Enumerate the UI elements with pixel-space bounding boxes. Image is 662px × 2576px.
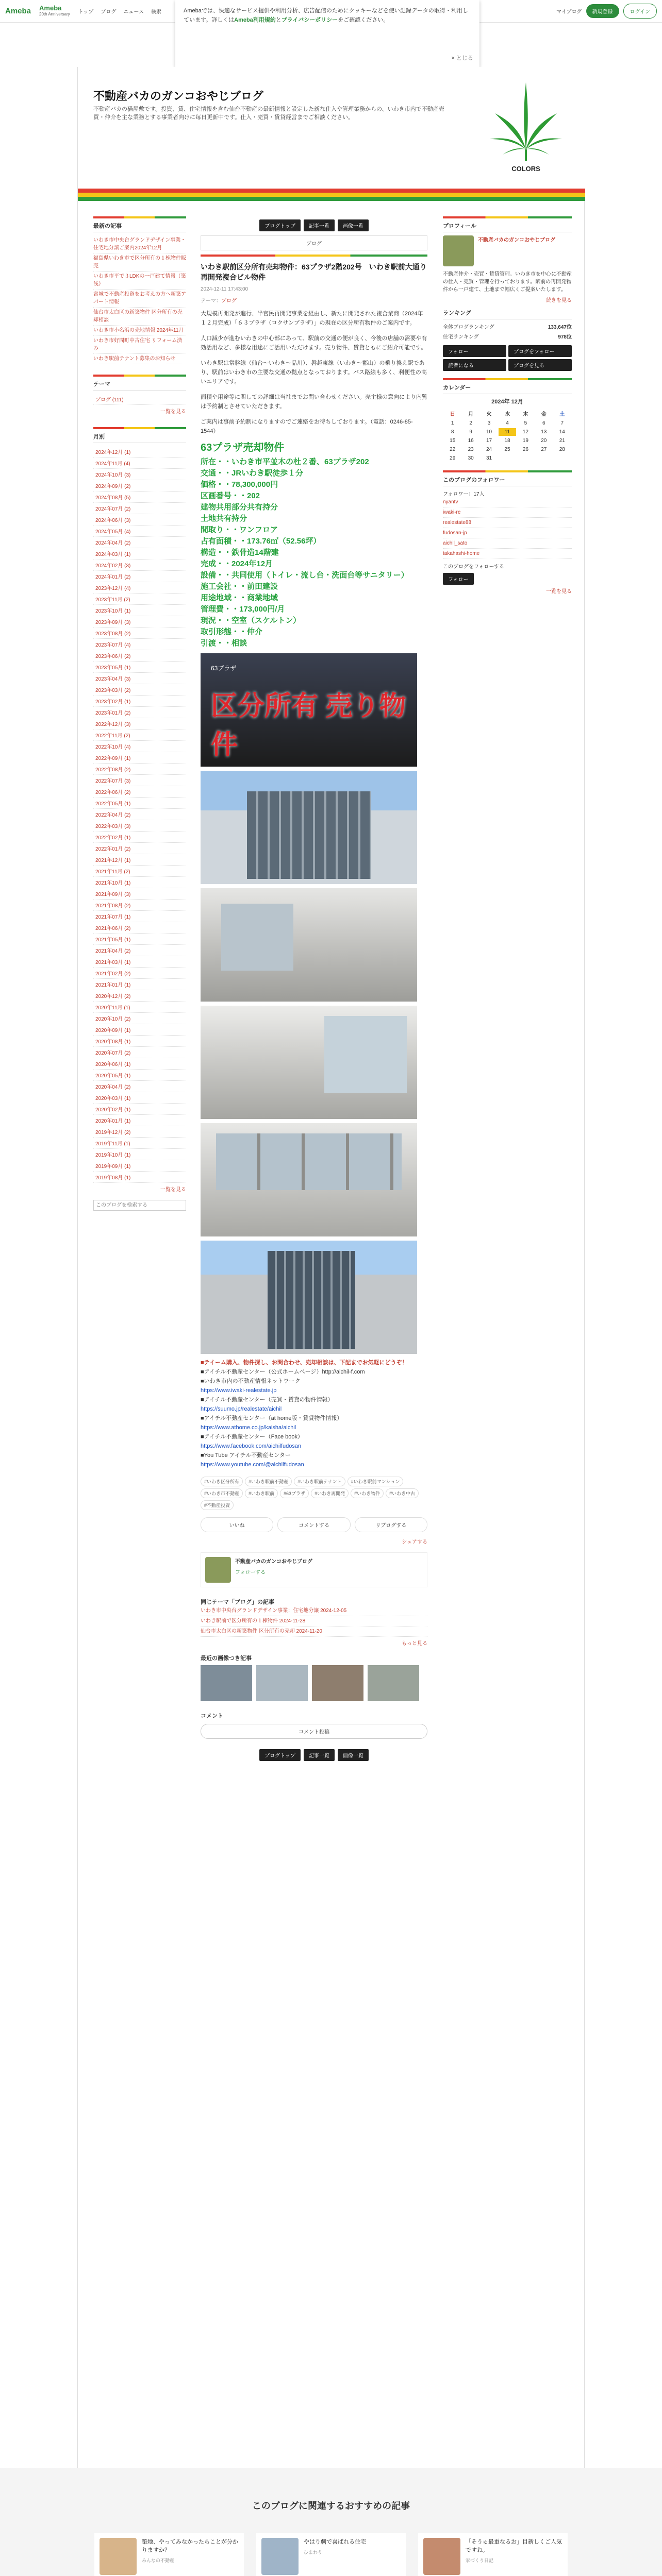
share-link[interactable]: シェアする: [402, 1539, 427, 1545]
contact-link: ■You Tube アイチル不動産センター: [201, 1452, 291, 1459]
archive-item[interactable]: 2023年05月 (1): [93, 662, 186, 673]
recommend-author: ひまわり: [304, 2550, 323, 2555]
archive-item[interactable]: 2021年04月 (2): [93, 945, 186, 956]
archive-item[interactable]: 2021年05月 (1): [93, 934, 186, 945]
spec-line: 構造・・鉄骨造14階建: [201, 548, 279, 557]
follower-item[interactable]: iwaki-re: [443, 507, 572, 518]
blog-follow-button[interactable]: ブログをフォロー: [508, 345, 572, 357]
author-avatar[interactable]: [205, 1557, 231, 1583]
recent-post-item[interactable]: 福島県いわき市で区分所有の１棟物件販売: [93, 253, 186, 272]
calendar-day: 5: [524, 420, 527, 426]
calendar-day: 14: [559, 429, 565, 435]
privacy-link[interactable]: プライバシーポリシー: [281, 17, 338, 23]
archive-item[interactable]: 2024年05月 (4): [93, 526, 186, 537]
rank-row-all: 全体ブログランキング 133,647位: [443, 325, 572, 330]
hashtag[interactable]: #いわき市不動産: [201, 1488, 243, 1498]
calendar-weekday: 日: [450, 412, 455, 417]
building-exterior-photo[interactable]: [201, 771, 417, 884]
property-spec: [201, 442, 427, 649]
calendar-day: 17: [486, 438, 492, 444]
calendar-day: 3: [487, 420, 491, 426]
followers-heading: このブログのフォロワー: [443, 472, 572, 486]
calendar-day: 29: [450, 455, 456, 461]
spec-line: 土地共有持分: [201, 514, 247, 523]
main-column: [201, 216, 427, 1764]
theme-list: [93, 394, 186, 405]
archive-item[interactable]: 2020年01月 (1): [93, 1115, 186, 1126]
recommend-card[interactable]: [418, 2533, 568, 2576]
spec-line: 用途地域・・商業地域: [201, 594, 278, 602]
theme-link[interactable]: ブログ: [201, 235, 427, 250]
calendar-day: 30: [468, 455, 474, 461]
calendar-day: 7: [560, 420, 564, 426]
archive-item[interactable]: 2020年03月 (1): [93, 1092, 186, 1104]
calendar-month: 2024年 12月: [491, 399, 523, 405]
post-list-button[interactable]: 記事一覧: [304, 1749, 335, 1761]
archive-item[interactable]: 2024年01月 (2): [93, 571, 186, 582]
blog-nav-buttons: [201, 219, 427, 231]
archive-item[interactable]: 2023年07月 (4): [93, 639, 186, 650]
archive-item[interactable]: 2019年10月 (1): [93, 1149, 186, 1160]
hashtag-list: [201, 1477, 427, 1510]
author-name[interactable]: 不動産バカのガンコおやじブログ: [235, 1559, 312, 1565]
archive-item[interactable]: 2020年12月 (2): [93, 990, 186, 1002]
comment-post-button[interactable]: コメント投稿: [201, 1724, 427, 1739]
nav-news[interactable]: ニュース: [123, 9, 144, 15]
spec-line: 設備・・共同使用（トイレ・流し台・洗面台等サニタリー）: [201, 571, 409, 580]
calendar-day: 28: [559, 447, 565, 452]
bottom-nav-buttons: [201, 1749, 427, 1761]
interior-photo-1[interactable]: [201, 888, 417, 1002]
recent-posts-heading: 最新の記事: [93, 218, 186, 232]
post-theme: テーマ：ブログ: [201, 298, 237, 304]
calendar-day: 20: [541, 438, 547, 444]
archive-item[interactable]: 2019年08月 (1): [93, 1172, 186, 1183]
recent-images-heading: 最近の画像つき記事: [201, 1655, 252, 1662]
recent-post-item[interactable]: 宮城で不動産投資をお考えの方へ新築アパート情報: [93, 290, 186, 308]
follow-button-2[interactable]: フォロー: [443, 573, 474, 585]
post-list-button[interactable]: 記事一覧: [304, 219, 335, 231]
reaction-buttons: [201, 1517, 427, 1532]
follower-item[interactable]: nyantv: [443, 497, 572, 507]
global-nav: [78, 7, 161, 15]
archive-item[interactable]: 2020年06月 (1): [93, 1058, 186, 1070]
recent-image-thumb[interactable]: [201, 1665, 252, 1701]
hashtag[interactable]: #いわき駅前マンション: [347, 1477, 404, 1486]
calendar-weekday: 金: [541, 412, 547, 417]
spec-line: 区画番号・・202: [201, 492, 260, 500]
archive-item[interactable]: 2021年03月 (1): [93, 956, 186, 968]
links-intro: ■テイーム購入、物件探し、お問合わせ、売却相談は、下記までお気軽にどうぞ！: [201, 1360, 408, 1366]
follower-item[interactable]: realestate88: [443, 518, 572, 528]
contact-link[interactable]: https://www.youtube.com/@aichilfudosan: [201, 1462, 304, 1468]
follow-buttons: [443, 345, 572, 371]
contact-link[interactable]: https://www.iwaki-realestate.jp: [201, 1387, 277, 1394]
post-meta: [201, 286, 427, 292]
property-banner-image[interactable]: [201, 653, 417, 767]
follow-note: このブログをフォローする: [443, 564, 504, 570]
archive-item[interactable]: 2024年12月 (1): [93, 446, 186, 457]
archive-item[interactable]: 2019年09月 (1): [93, 1160, 186, 1172]
recent-image-thumb[interactable]: [368, 1665, 419, 1701]
recent-post-item[interactable]: いわき市中央台グランドデザイン事業・住宅地分譲ご案内2024年12月: [93, 235, 186, 253]
related-item[interactable]: 仙台市太白区の新築物件 区分所有の売却 2024-11-20: [201, 1626, 427, 1637]
archive-item[interactable]: 2024年02月 (3): [93, 560, 186, 571]
left-sidebar: [93, 216, 186, 1211]
archive-item[interactable]: 2024年04月 (2): [93, 537, 186, 548]
author-profile-box: [201, 1552, 427, 1587]
calendar-day: 9: [469, 429, 472, 435]
recommend-heading: このブログに関連するおすすめの記事: [252, 2501, 410, 2511]
recent-image-thumb[interactable]: [312, 1665, 363, 1701]
profile-heading: プロフィール: [443, 218, 572, 232]
post-body: [201, 309, 427, 436]
recommend-text: [304, 2538, 366, 2575]
related-item[interactable]: いわき市中央台グランドデザイン事業：住宅地分譲 2024-12-05: [201, 1606, 427, 1616]
contact-link: ■アイチル不動産センター（at home版・賃貸物件情報）: [201, 1415, 343, 1421]
calendar-day: 13: [541, 429, 547, 435]
archive-item[interactable]: 2020年11月 (1): [93, 1002, 186, 1013]
post-theme-link[interactable]: ブログ: [221, 298, 237, 304]
archive-item[interactable]: 2024年09月 (2): [93, 480, 186, 492]
follower-item[interactable]: fudosan-jp: [443, 528, 572, 538]
contact-link[interactable]: https://www.facebook.com/aichilfudosan: [201, 1443, 302, 1449]
like-button[interactable]: いいね: [201, 1517, 273, 1532]
hashtag[interactable]: #いわき駅前テナント: [294, 1477, 345, 1486]
hashtag[interactable]: #いわき物件: [351, 1488, 384, 1498]
calendar-day: 8: [451, 429, 454, 435]
recommend-title[interactable]: 「そうゅ最重なるお」目新しくご人気ですね。: [466, 2539, 562, 2553]
archive-item[interactable]: 2022年06月 (2): [93, 786, 186, 798]
archive-item[interactable]: 2024年11月 (4): [93, 457, 186, 469]
calendar-day[interactable]: 11: [499, 428, 516, 436]
follower-item[interactable]: aichil_sato: [443, 538, 572, 549]
hashtag[interactable]: #不動産投資: [201, 1500, 234, 1510]
comment-heading: コメント: [201, 1713, 223, 1719]
archive-list: [93, 446, 186, 1183]
calendar-weekday: 土: [559, 412, 565, 417]
recommend-thumb[interactable]: [100, 2538, 137, 2575]
archive-item[interactable]: 2021年02月 (2): [93, 968, 186, 979]
contact-link[interactable]: https://suumo.jp/realestate/aichil: [201, 1406, 282, 1412]
archive-item[interactable]: 2022年05月 (1): [93, 798, 186, 809]
spec-line: 価格・・78,300,000円: [201, 480, 278, 489]
hashtag[interactable]: #63プラザ: [280, 1488, 309, 1498]
calendar-day: 25: [504, 447, 510, 452]
recommend-author: みんなの不動産: [142, 2558, 175, 2563]
recommend-footer: [0, 2468, 662, 2576]
author-follow-link[interactable]: フォローする: [235, 1570, 266, 1575]
hashtag[interactable]: #いわき駅前不動産: [245, 1477, 292, 1486]
calendar-day: 15: [450, 438, 456, 444]
spec-line: 取引形態・・仲介: [201, 628, 263, 636]
blog-title[interactable]: 不動産バカのガンコおやじブログ: [93, 90, 264, 103]
archive-item[interactable]: 2021年12月 (1): [93, 854, 186, 866]
signup-button[interactable]: 新規登録: [586, 4, 619, 18]
archive-item[interactable]: 2021年10月 (1): [93, 877, 186, 888]
archive-more-link[interactable]: 一覧を見る: [160, 1187, 186, 1193]
calendar-day: 27: [541, 447, 547, 452]
account-area: [556, 4, 657, 19]
recent-post-item[interactable]: いわき市小名浜の売地情報 2024年11月: [93, 326, 186, 336]
post-paragraph: 人口減少が進むいわきの中心部にあって、駅前の交通の便が良く、今後の店舗の需要や有効活用など、多様な用途にご活用いただけます。売り物件、賃貸ともにご紹介可能です。: [201, 335, 427, 351]
archive-item[interactable]: 2024年08月 (5): [93, 492, 186, 503]
contact-links: [201, 1358, 427, 1469]
archive-item[interactable]: 2021年07月 (1): [93, 911, 186, 922]
spec-line: 間取り・・ワンフロア: [201, 526, 278, 534]
rank-row-genre: 住宅ランキング 978位: [443, 334, 572, 340]
archive-item[interactable]: 2020年02月 (1): [93, 1104, 186, 1115]
calendar-day: 31: [486, 455, 492, 461]
theme-item[interactable]: ブログ (111): [93, 394, 186, 405]
archive-item[interactable]: 2022年08月 (2): [93, 764, 186, 775]
archive-item[interactable]: 2022年12月 (3): [93, 718, 186, 730]
recent-image-thumb[interactable]: [256, 1665, 308, 1701]
calendar-day: 21: [559, 438, 565, 444]
recent-posts-list: [93, 235, 186, 364]
spec-line: 管理費・・173,000円/月: [201, 605, 285, 614]
archive-item[interactable]: 2024年10月 (3): [93, 469, 186, 480]
spec-line: 完成・・2024年12月: [201, 560, 273, 568]
contact-link: ■アイチル不動産センター（Face book）: [201, 1434, 304, 1440]
spec-line: 交通・・JRいわき駅徒歩１分: [201, 469, 304, 478]
blog-top-button[interactable]: ブログトップ: [259, 219, 301, 231]
contact-link[interactable]: https://www.athome.co.jp/kaisha/aichil: [201, 1425, 296, 1431]
follower-list: [443, 497, 572, 559]
calendar-table: [443, 408, 572, 463]
spec-line: 引渡・・相談: [201, 639, 247, 648]
post-title[interactable]: いわき駅前区分所有売却物件：63プラザ2階202号 いわき駅前大通り再開発複合ビル物件: [201, 263, 427, 281]
archive-item[interactable]: 2022年04月 (2): [93, 809, 186, 820]
calendar-day: 1: [451, 420, 454, 426]
theme-heading: テーマ: [93, 377, 186, 391]
archive-item[interactable]: 2022年09月 (1): [93, 752, 186, 764]
spec-line: 占有面積・・173.76㎡（52.56坪）: [201, 537, 321, 546]
profile-name[interactable]: 不動産バカのガンコおやじブログ: [478, 238, 555, 243]
archive-item[interactable]: 2020年08月 (1): [93, 1036, 186, 1047]
calendar-day: 23: [468, 447, 474, 452]
archive-item[interactable]: 2023年08月 (2): [93, 628, 186, 639]
archive-item[interactable]: 2023年06月 (2): [93, 650, 186, 662]
theme-more-link[interactable]: 一覧を見る: [160, 409, 186, 415]
calendar-day: 26: [522, 447, 528, 452]
nav-top[interactable]: トップ: [78, 9, 94, 15]
archive-item[interactable]: 2020年07月 (2): [93, 1047, 186, 1058]
my-blog-link[interactable]: マイブログ: [556, 9, 582, 15]
calendar-day: 6: [542, 420, 545, 426]
archive-heading: 月別: [93, 429, 186, 443]
recommend-thumb[interactable]: [261, 2538, 299, 2575]
recommend-grid: [94, 2533, 568, 2576]
login-button[interactable]: ログイン: [623, 4, 657, 19]
archive-item[interactable]: 2024年06月 (3): [93, 514, 186, 526]
archive-item[interactable]: 2021年06月 (2): [93, 922, 186, 934]
archive-item[interactable]: 2023年02月 (1): [93, 696, 186, 707]
calendar-day: 24: [486, 447, 492, 452]
follow-button[interactable]: フォロー: [443, 345, 506, 357]
post-paragraph: 面積や用途等に関しての詳細は当社までお問い合わせください。売主様の意向により内覧は予約制とさせていただきます。: [201, 394, 427, 410]
blog-top-button[interactable]: ブログトップ: [259, 1749, 301, 1761]
banner-title: 区分所有 売り物件: [211, 691, 406, 760]
archive-item[interactable]: 2023年01月 (2): [93, 707, 186, 718]
contact-link: ■アイチル不動産センター（公式ホームページ）http://aichil-f.com: [201, 1369, 365, 1375]
calendar-day: 10: [486, 429, 492, 435]
archive-item[interactable]: 2022年03月 (3): [93, 820, 186, 832]
archive-item[interactable]: 2023年03月 (2): [93, 684, 186, 696]
archive-item[interactable]: 2020年09月 (1): [93, 1024, 186, 1036]
post-paragraph: 大規模再開発が進行、半官民再開発事業を経由し、新たに開発された複合業商（2024年１２月完成）「６３プラザ（ロクサンプラザ）」の現在の区分所有物件のご案内です。: [201, 311, 423, 326]
archive-item[interactable]: 2023年10月 (1): [93, 605, 186, 616]
calendar-day: 18: [504, 438, 510, 444]
comment-button[interactable]: コメントする: [277, 1517, 350, 1532]
calendar-heading: カレンダー: [443, 380, 572, 394]
recommend-text: [142, 2538, 239, 2575]
calendar-weekday: 月: [468, 412, 474, 417]
calendar-day: 22: [450, 447, 456, 452]
brand-text: COLORS: [511, 165, 540, 173]
recommend-card[interactable]: [256, 2533, 406, 2576]
calendar-day: 16: [468, 438, 474, 444]
archive-item[interactable]: 2019年11月 (1): [93, 1138, 186, 1149]
spec-line: 現況・・空室（スケルトン）: [201, 616, 301, 625]
rasta-stripes: [78, 189, 585, 201]
archive-item[interactable]: 2022年07月 (3): [93, 775, 186, 786]
archive-item[interactable]: 2021年01月 (1): [93, 979, 186, 990]
blog-header: [78, 67, 585, 189]
calendar-day: 12: [522, 429, 528, 435]
blog-frame: [77, 67, 585, 2468]
recommend-card[interactable]: [94, 2533, 244, 2576]
post-date: 2024-12-11 17:43:00: [201, 286, 249, 292]
archive-item[interactable]: 2023年12月 (4): [93, 582, 186, 594]
contact-link: ■アイチル不動産センター（売買・賃貸の物件情報）: [201, 1397, 334, 1403]
follower-count: フォロワー：17人: [443, 492, 485, 497]
calendar-weekday: 水: [504, 412, 510, 417]
right-sidebar: [443, 216, 572, 597]
archive-item[interactable]: 2022年02月 (1): [93, 832, 186, 843]
hashtag[interactable]: #いわき区分所有: [201, 1477, 243, 1486]
calendar-day: 2: [469, 420, 472, 426]
recommend-author: 家づくり日記: [466, 2558, 494, 2563]
spec-line: 建物共用部分共有持分: [201, 503, 278, 512]
archive-item[interactable]: 2020年04月 (2): [93, 1081, 186, 1092]
archive-item[interactable]: 2023年11月 (2): [93, 594, 186, 605]
recommend-thumb[interactable]: [423, 2538, 460, 2575]
recent-post-item[interactable]: いわき駅前テナント募集のお知らせ: [93, 354, 186, 364]
image-list-button[interactable]: 画像一覧: [338, 219, 369, 231]
blog-description: 不動産バカの猫屋敷です。投資、賃、住宅情報を含む仙台不動産の最新情報と設定した新な仕入や管理業務からの、いわき市内で不動産売買・仲介を主な業務とする事業者向けに毎日更新中です。仕入・売買・賃貸経営までご相談ください。: [93, 106, 444, 121]
archive-item[interactable]: 2021年09月 (3): [93, 888, 186, 900]
follower-item[interactable]: takahashi-home: [443, 549, 572, 559]
nav-search[interactable]: 検索: [151, 9, 161, 15]
recommend-title[interactable]: やはり劇で喜ばれる住宅: [304, 2539, 366, 2545]
profile-more-link[interactable]: 続きを見る: [546, 298, 572, 303]
archive-item[interactable]: 2021年11月 (2): [93, 866, 186, 877]
archive-item[interactable]: 2024年07月 (2): [93, 503, 186, 514]
recent-image-thumbs: [201, 1665, 427, 1701]
followers-more-link[interactable]: 一覧を見る: [546, 589, 572, 595]
hashtag[interactable]: #いわき駅前: [245, 1488, 278, 1498]
spec-title: 63プラザ売却物件: [201, 442, 285, 453]
archive-item[interactable]: 2024年03月 (1): [93, 548, 186, 560]
profile-card: [443, 235, 572, 266]
archive-item[interactable]: 2022年01月 (2): [93, 843, 186, 854]
terms-link[interactable]: Ameba利用規約: [234, 17, 276, 23]
image-list-button[interactable]: 画像一覧: [338, 1749, 369, 1761]
reader-button[interactable]: 読者になる: [443, 359, 506, 371]
post-paragraph: ご案内は事前予約制になりますのでご連絡をお待ちしております。（電話：0246-85-1544）: [201, 419, 413, 434]
building-street-photo[interactable]: [201, 1241, 417, 1354]
recommend-text: [466, 2538, 562, 2575]
contact-link: ■いわき市内の不動産情報ネットワーク: [201, 1378, 301, 1384]
reblog-button[interactable]: リブログする: [355, 1517, 427, 1532]
archive-item[interactable]: 2021年08月 (2): [93, 900, 186, 911]
archive-item[interactable]: 2019年12月 (2): [93, 1126, 186, 1138]
archive-item[interactable]: 2020年05月 (1): [93, 1070, 186, 1081]
archive-item[interactable]: 2020年10月 (2): [93, 1013, 186, 1024]
more-related-link[interactable]: もっと見る: [402, 1641, 427, 1647]
recommend-title[interactable]: 築地、やってみなかったらことが分かりますか？: [142, 2539, 238, 2553]
calendar-day: 4: [506, 420, 509, 426]
profile-text: 不動産仲介・売買・賃貸管理。いわき市を中心に不動産の仕入・売買・管理を行っております。駅前の再開発物件から一戸建て、土地まで幅広くご提案いたします。: [443, 272, 572, 293]
interior-photo-3[interactable]: [201, 1123, 417, 1236]
ranking-heading: ランキング: [443, 306, 572, 319]
calendar-weekday: 木: [523, 412, 528, 417]
ameba-logo[interactable]: Ameba: [5, 7, 31, 15]
ameba-20th-logo[interactable]: Ameba 20th Anniversary: [39, 4, 70, 16]
cookie-consent-dialog: Amebaでは、快適なサービス提供や利用分析、広告配信のためにクッキーなどを使い記録データの取得・利用しています。詳しくはAmeba利用規約とプライバシーポリシーをご確認ください。 × とじる: [175, 0, 479, 67]
related-item[interactable]: いわき駅前で区分所有の１棟物件 2024-11-28: [201, 1616, 427, 1626]
consent-close-button[interactable]: × とじる: [451, 55, 473, 61]
recent-post-item[interactable]: 仙台市太白区の新築物件 区分所有の売却相談: [93, 308, 186, 326]
profile-avatar[interactable]: [443, 235, 474, 266]
view-blog-button[interactable]: ブログを見る: [508, 359, 572, 371]
recent-post-item[interactable]: いわき市平で３LDKの一戸建て情報（築浅）: [93, 272, 186, 290]
interior-photo-2[interactable]: [201, 1006, 417, 1119]
archive-item[interactable]: 2023年09月 (3): [93, 616, 186, 628]
cannabis-leaf-logo: [487, 77, 565, 180]
hashtag[interactable]: #いわき再開発: [311, 1488, 349, 1498]
related-heading: 同じテーマ「ブログ」の記事: [201, 1599, 274, 1605]
calendar-day: 19: [522, 438, 528, 444]
related-list: [201, 1606, 427, 1637]
spec-line: 施工会社・・前田建設: [201, 582, 278, 591]
hashtag[interactable]: #いわき中古: [386, 1488, 419, 1498]
nav-blog[interactable]: ブログ: [101, 9, 117, 15]
archive-item[interactable]: 2022年11月 (2): [93, 730, 186, 741]
post-paragraph: いわき駅は常磐線（仙台〜いわき〜品川）、磐越東線（いわき〜郡山）の乗り換え駅であり、駅前はいわき市の主要な交通の拠点となっております。バス路線も多く、利便性の高いエリアです。: [201, 360, 427, 385]
banner-sub: 63プラザ: [211, 665, 237, 672]
archive-item[interactable]: 2022年10月 (4): [93, 741, 186, 752]
blog-search-input[interactable]: [93, 1200, 186, 1211]
spec-line: 所在・・いわき市平並木の杜２番、63プラザ202: [201, 457, 369, 466]
recent-post-item[interactable]: いわき市好間町中古住宅 リフォーム済み: [93, 336, 186, 354]
calendar-weekday: 火: [486, 412, 492, 417]
archive-item[interactable]: 2023年04月 (3): [93, 673, 186, 684]
